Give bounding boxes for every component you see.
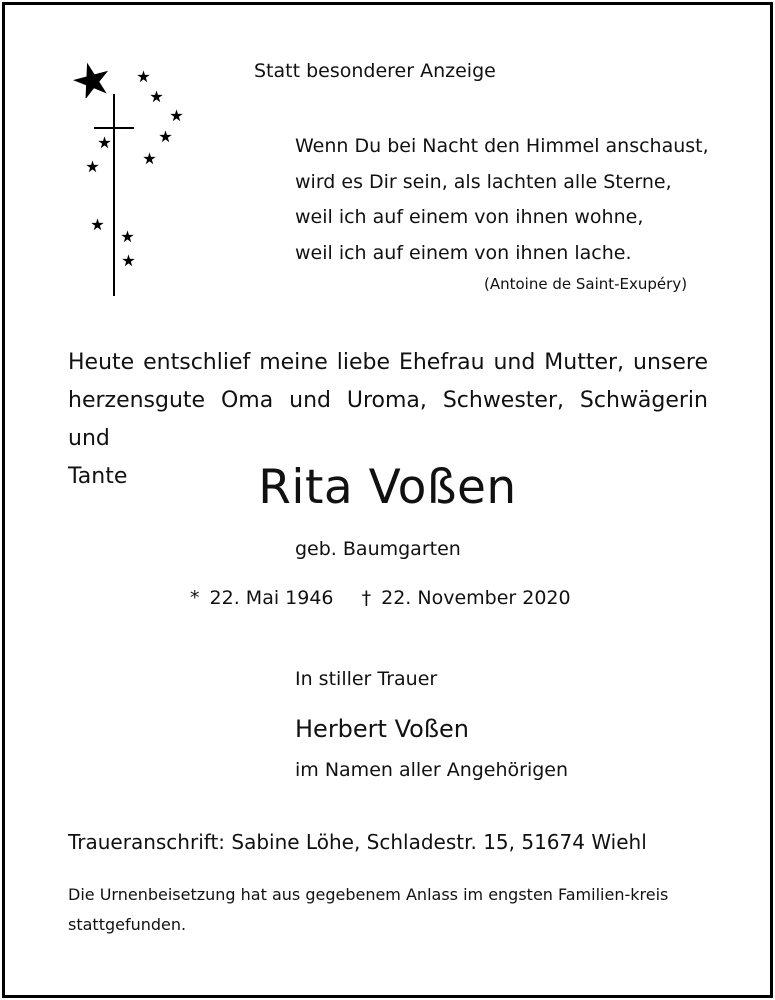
deceased-name: Rita Voßen <box>258 460 517 515</box>
burial-notice: Die Urnenbeisetzung hat aus gegebenem Anlass im engsten Familien-kreis stattgefunden. <box>68 885 669 934</box>
star-icon <box>137 70 150 83</box>
star-icon <box>143 152 156 165</box>
mourner-name: Herbert Voßen <box>295 715 469 743</box>
mourning-intro: In stiller Trauer <box>295 668 438 690</box>
star-icon <box>91 218 104 231</box>
announcement-line: Heute entschlief meine liebe Ehefrau und Mutter, unsere <box>68 350 708 375</box>
star-icon <box>98 136 111 149</box>
death-cross-symbol: † <box>361 587 372 609</box>
poem-line: Wenn Du bei Nacht den Himmel anschaust, <box>295 135 709 157</box>
announcement-line: Tante <box>68 464 128 489</box>
death-date: 22. November 2020 <box>381 587 571 609</box>
star-icon <box>159 130 172 143</box>
announcement-line: herzensgute Oma und Uroma, Schwester, Schwägerin und <box>68 388 708 451</box>
poem-line: weil ich auf einem von ihnen wohne, <box>295 206 644 228</box>
star-icon <box>122 254 135 267</box>
birth-date: 22. Mai 1946 <box>209 587 334 609</box>
birth-name: geb. Baumgarten <box>295 538 461 560</box>
header-title: Statt besonderer Anzeige <box>254 60 496 82</box>
poem-line: weil ich auf einem von ihnen lache. <box>295 241 632 264</box>
poem-author: (Antoine de Saint-Exupéry) <box>484 275 688 293</box>
poem-line: wird es Dir sein, als lachten alle Sterne, <box>295 170 672 193</box>
star-icon <box>121 230 134 243</box>
poem <box>295 129 709 271</box>
mourning-address: Traueranschrift: Sabine Löhe, Schladestr. 15, 51674 Wiehl <box>68 830 647 854</box>
star-icon <box>150 90 163 103</box>
mourner-subtitle: im Namen aller Angehörigen <box>295 759 569 781</box>
star-icon <box>170 109 183 122</box>
star-icon-large <box>72 62 112 98</box>
life-dates <box>190 587 575 609</box>
star-icon <box>86 160 99 173</box>
birth-star-symbol: * <box>190 587 200 609</box>
